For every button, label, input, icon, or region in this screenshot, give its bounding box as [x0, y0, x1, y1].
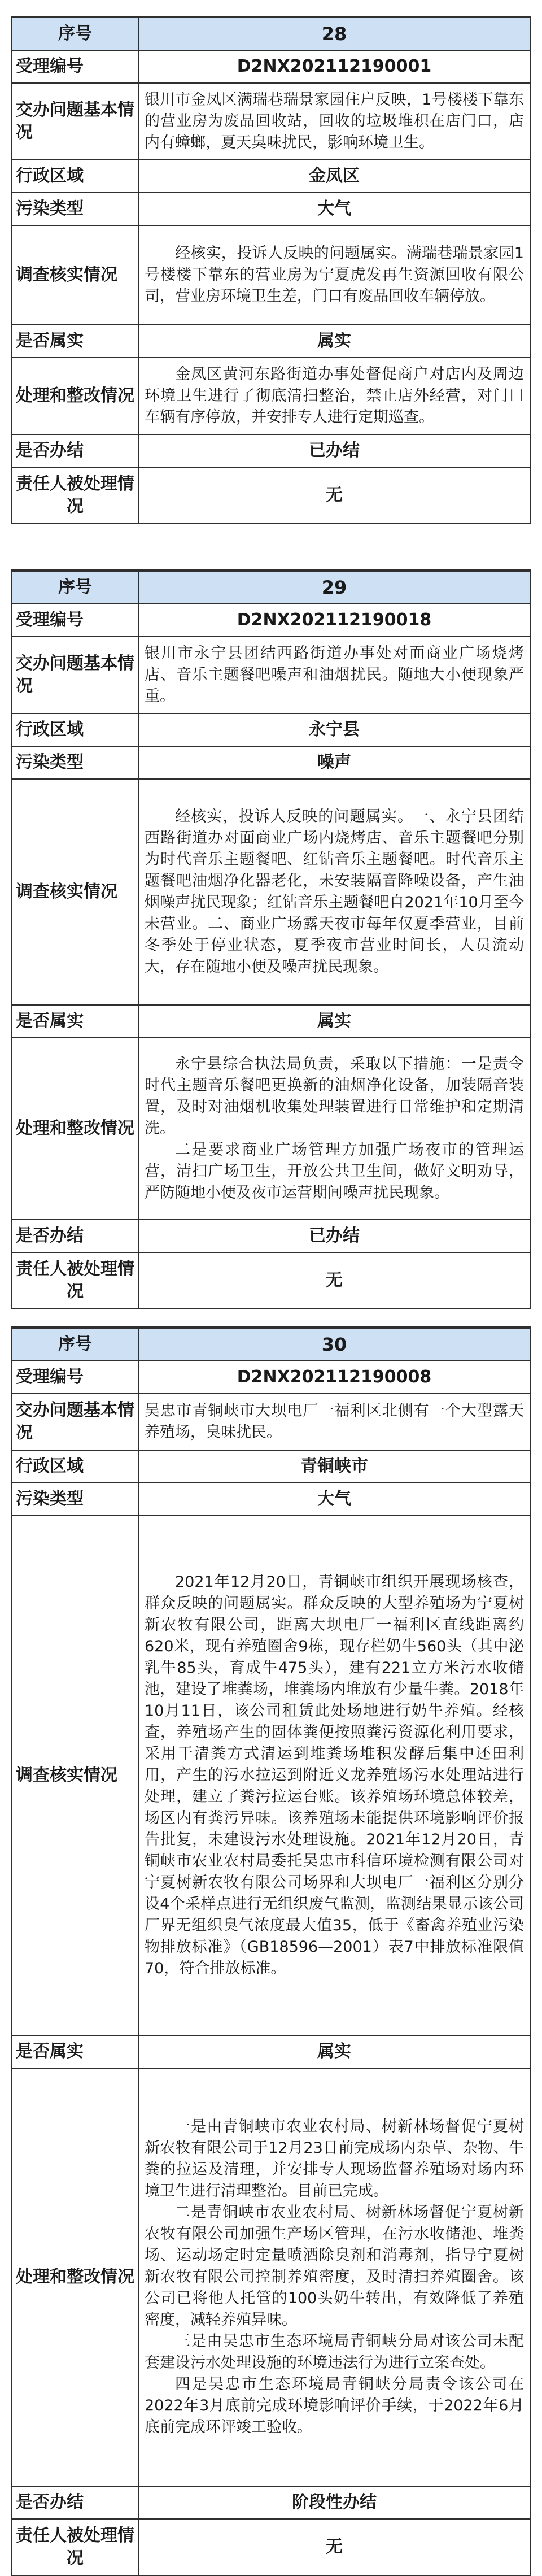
handling-paragraph: 二是青铜峡市农业农村局、树新林场督促宁夏树新农牧有限公司加强生产场区管理，在污水收储池、堆粪场、运动场定时定量喷洒除臭剂和消毒剂，指导宁夏树新农牧有限公司控制养殖密度，及时清扫养殖圈舍。该公司已将他人托管的100头奶牛转出，有效降低了养殖密度，减轻养殖异味。: [145, 2204, 524, 2329]
case-no-value: D2NX20211219000​1: [138, 50, 530, 83]
accountability-label: 责任人被处理情况: [12, 467, 138, 524]
seq-label: 序号: [12, 1328, 138, 1361]
record-29: [11, 571, 531, 1309]
seq-value: 30: [138, 1328, 530, 1361]
case-no-label: 受理编号: [12, 604, 138, 637]
accountability-value: 无: [138, 1252, 530, 1309]
verified-value: 属实: [138, 2035, 530, 2068]
seq-label: 序号: [12, 18, 138, 50]
seq-value: 29: [138, 571, 530, 604]
case-no-label: 受理编号: [12, 1361, 138, 1394]
record-28: [11, 17, 531, 524]
accountability-value: 无: [138, 467, 530, 524]
investigation-paragraph: 2021年12月20日，青铜峡市组织开展现场核查，群众反映的问题属实。群众反映的大型养殖场为宁夏树新农牧有限公司，距离大坝电厂一福利区直线距离约620米，现有养殖圈舍9栋，现存栏奶牛560头（其中泌乳牛85头，育成牛475头），建有221立方米污水收储池，建设了堆粪场，堆粪场内堆放有少量牛粪。2018年10月11日，该公司租赁此处场地进行奶牛养殖。经核查，养殖场产生的固体粪便按照粪污资源化利用要求，采用干清粪方式清运到堆粪场堆积发酵后集中还田利用，产生的污水拉运到附近义龙养殖场污水处理站进行处理，建立了粪污拉运台账。该养殖场环境总体较差，场区内有粪污异味。该养殖场未能提供环境影响评价报告批复，未建设污水处理设施。2021年12月20日，青铜峡市农业农村局委托吴忠市科信环境检测有限公司对宁夏树新农牧有限公司场界和大坝电厂一福利区分别分设4个采样点进行无组织废气监测，监测结果显示该公司厂界无组织臭气浓度最大值35，低于《畜禽养殖业污染物排放标准》（GB18596—2001）表7中排放标准限值70，符合排放标准。: [145, 1573, 524, 1977]
handling-paragraph: 金凤区黄河东路街道办事处督促商户对店内及周边环境卫生进行了彻底清扫整治，禁止店外经营，对门口车辆有序停放，并安排专人进行定期巡查。: [145, 365, 524, 426]
case-no-value: D2NX20211219001​8: [138, 604, 530, 637]
investigation-value: [138, 1516, 530, 2035]
issue-label: 交办问题基本情况: [12, 637, 138, 713]
case-no-label: 受理编号: [12, 50, 138, 83]
verified-value: 属实: [138, 1005, 530, 1038]
pollution-value: 大气: [138, 193, 530, 225]
issue-label: 交办问题基本情况: [12, 1394, 138, 1450]
handling-value: [138, 1038, 530, 1220]
handling-label: 处理和整改情况: [12, 1038, 138, 1220]
closed-value: 已办结: [138, 1220, 530, 1252]
handling-paragraph: 一是由青铜峡市农业农村局、树新林场督促宁夏树新农牧有限公司于12月23日前完成场内杂草、杂物、牛粪的拉运及清理，并安排专人现场监督养殖场对场内环境卫生进行清理整治。目前已完成。: [145, 2118, 524, 2200]
handling-paragraph: 永宁县综合执法局负责，采取以下措施：一是责令时代主题音乐餐吧更换新的油烟净化设备，加装隔音装置，及时对油烟机收集处理装置进行日常维护和定期清洗。: [145, 1055, 524, 1137]
region-value: 永宁县: [138, 713, 530, 746]
issue-value: 银川市永宁县团结西路街道办事处对面商业广场烧烤店、音乐主题餐吧噪声和油烟扰民。随地大小便现象严重。: [138, 637, 530, 713]
issue-label: 交办问题基本情况: [12, 83, 138, 160]
issue-value: 银川市金凤区满瑞巷瑞景家园住户反映，1号楼楼下靠东的营业房为废品回收站，回收的垃圾堆积在店门口，店内有蟑螂，夏天臭味扰民，影响环境卫生。: [138, 83, 530, 160]
investigation-paragraph: 经核实，投诉人反映的问题属实。一、永宁县团结西路街道办对面商业广场内烧烤店、音乐主题餐吧分别为时代音乐主题餐吧、红钻音乐主题餐吧。时代音乐主题餐吧油烟净化器老化，未安装隔音降噪设备，产生油烟噪声扰民现象；红钻音乐主题餐吧自2021年10月至今未营业。二、商业广场露天夜市每年仅夏季营业，目前冬季处于停业状态，夏季夜市营业时间长，人员流动大，存在随地小便及噪声扰民现象。: [145, 808, 524, 976]
case-no-value: D2NX20211219000​8: [138, 1361, 530, 1394]
investigation-label: 调查核实情况: [12, 779, 138, 1005]
closed-label: 是否办结: [12, 2486, 138, 2519]
closed-value: 已办结: [138, 434, 530, 467]
handling-paragraph: 二是要求商业广场管理方加强广场夜市的管理运营，清扫广场卫生，开放公共卫生间，做好文明劝导，严防随地小便及夜市运营期间噪声扰民现象。: [145, 1141, 524, 1202]
region-value: 金凤区: [138, 160, 530, 193]
accountability-label: 责任人被处理情况: [12, 1252, 138, 1309]
pollution-label: 污染类型: [12, 746, 138, 779]
verified-value: 属实: [138, 325, 530, 358]
investigation-label: 调查核实情况: [12, 1516, 138, 2035]
handling-paragraph: 三是由吴忠市生态环境局青铜峡分局对该公司未配套建设污水处理设施的环境违法行为进行立案查处。: [145, 2333, 524, 2372]
accountability-label: 责任人被处理情况: [12, 2519, 138, 2575]
pollution-value: 噪声: [138, 746, 530, 779]
closed-value: 阶段性办结: [138, 2486, 530, 2519]
investigation-paragraph: 经核实，投诉人反映的问题属实。满瑞巷瑞景家园1号楼楼下靠东的营业房为宁夏虎发再生资源回收有限公司，营业房环境卫生差，门口有废品回收车辆停放。: [145, 245, 524, 305]
verified-label: 是否属实: [12, 2035, 138, 2068]
handling-label: 处理和整改情况: [12, 2068, 138, 2486]
closed-label: 是否办结: [12, 1220, 138, 1252]
seq-value: 28: [138, 18, 530, 50]
region-label: 行政区域: [12, 1450, 138, 1483]
accountability-value: 无: [138, 2519, 530, 2575]
pollution-label: 污染类型: [12, 193, 138, 225]
investigation-value: [138, 225, 530, 325]
pollution-value: 大气: [138, 1483, 530, 1516]
handling-value: [138, 2068, 530, 2486]
issue-value: 吴忠市青铜峡市大坝电厂一福利区北侧有一个大型露天养殖场，臭味扰民。: [138, 1394, 530, 1450]
handling-paragraph: 四是吴忠市生态环境局青铜峡分局责令该公司在2022年3月底前完成环境影响评价手续，于2022年6月底前完成环评竣工验收。: [145, 2375, 524, 2436]
closed-label: 是否办结: [12, 434, 138, 467]
record-30: [11, 1328, 531, 2576]
verified-label: 是否属实: [12, 1005, 138, 1038]
handling-label: 处理和整改情况: [12, 358, 138, 434]
seq-label: 序号: [12, 571, 138, 604]
investigation-label: 调查核实情况: [12, 225, 138, 325]
region-value: 青铜峡市: [138, 1450, 530, 1483]
pollution-label: 污染类型: [12, 1483, 138, 1516]
handling-value: [138, 358, 530, 434]
region-label: 行政区域: [12, 160, 138, 193]
verified-label: 是否属实: [12, 325, 138, 358]
investigation-value: [138, 779, 530, 1005]
region-label: 行政区域: [12, 713, 138, 746]
